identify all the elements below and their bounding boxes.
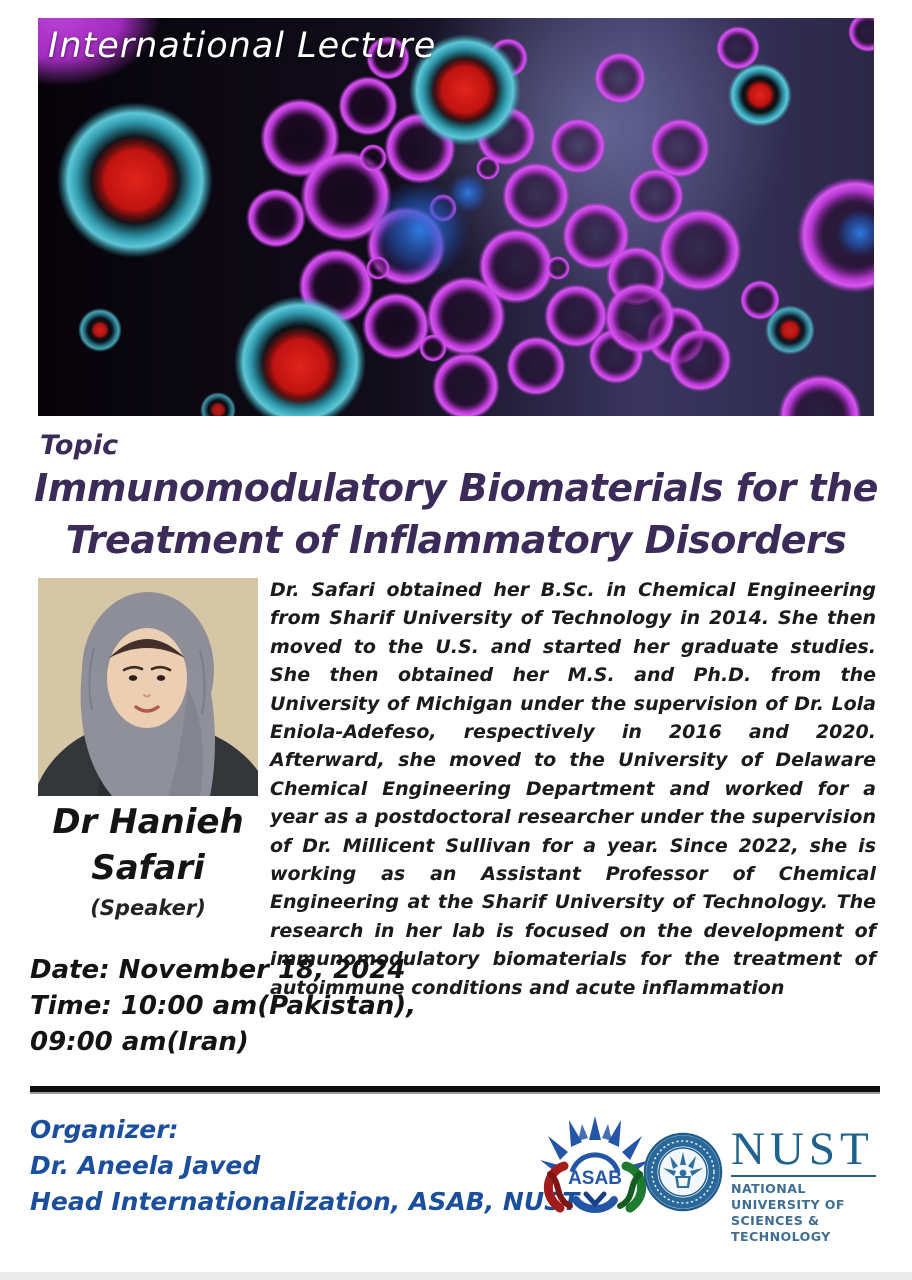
banner-title: International Lecture <box>48 26 437 66</box>
asab-logo-icon <box>538 1114 652 1218</box>
horizontal-divider <box>30 1086 880 1094</box>
lecture-title <box>8 462 904 567</box>
speaker-photo <box>38 578 258 796</box>
date-line: Date: November 18, 2024 <box>30 955 406 985</box>
topic-label: Topic <box>40 430 119 461</box>
asab-logo-text: ASAB <box>568 1168 622 1189</box>
speaker-role: (Speaker) <box>90 896 206 920</box>
organizer-block <box>30 1112 579 1220</box>
lecture-title-line2: Treatment of Inflammatory Disorders <box>65 518 847 563</box>
cells-microscopy-graphic <box>38 18 874 416</box>
nust-wordmark: NUST <box>731 1123 874 1175</box>
asab-logo <box>538 1114 652 1218</box>
lecture-title-line1: Immunomodulatory Biomaterials for the <box>34 466 878 510</box>
nust-rule <box>731 1175 876 1177</box>
nust-seal <box>643 1132 723 1212</box>
nust-subtitle-line2: SCIENCES & TECHNOLOGY <box>731 1213 831 1244</box>
schedule-block <box>30 952 416 1060</box>
speaker-name: Dr Hanieh Safari <box>52 802 244 888</box>
time-line-2: 09:00 am(Iran) <box>30 1027 249 1057</box>
nust-wordmark-block <box>731 1123 879 1245</box>
organizer-title: Head Internationalization, ASAB, NUST <box>30 1187 580 1216</box>
bottom-edge-strip <box>0 1272 912 1280</box>
organizer-name: Dr. Aneela Javed <box>30 1151 261 1180</box>
time-line-1: Time: 10:00 am(Pakistan), <box>30 991 417 1021</box>
banner-cells-image <box>38 18 874 416</box>
speaker-portrait-graphic <box>38 578 258 796</box>
nust-seal-icon <box>643 1132 723 1212</box>
speaker-bio: Dr. Safari obtained her B.Sc. in Chemical Engineering from Sharif University of Technology in 2014. She then moved to the U.S. and started her graduate studies. She then obtained her M.S. and Ph.D. from the University of Michigan under the supervision of Dr. Lola Eniola-Adefeso, respectively in 2016 and 2020. Afterward, she moved to the University of Delaware Chemical Engineering Department and worked for a year as a postdoctoral researcher under the supervision of Dr. Millicent Sullivan for a year. Since 2022, she is working as an Assistant Professor of Chemical Engineering at the Sharif University of Technology. The research in her lab is focused on the development of immunomodulatory biomaterials for the treatment of autoimmune conditions and acute inflammation <box>270 579 876 999</box>
nust-subtitle-line1: NATIONAL UNIVERSITY OF <box>731 1181 845 1212</box>
organizer-label: Organizer: <box>30 1115 179 1144</box>
